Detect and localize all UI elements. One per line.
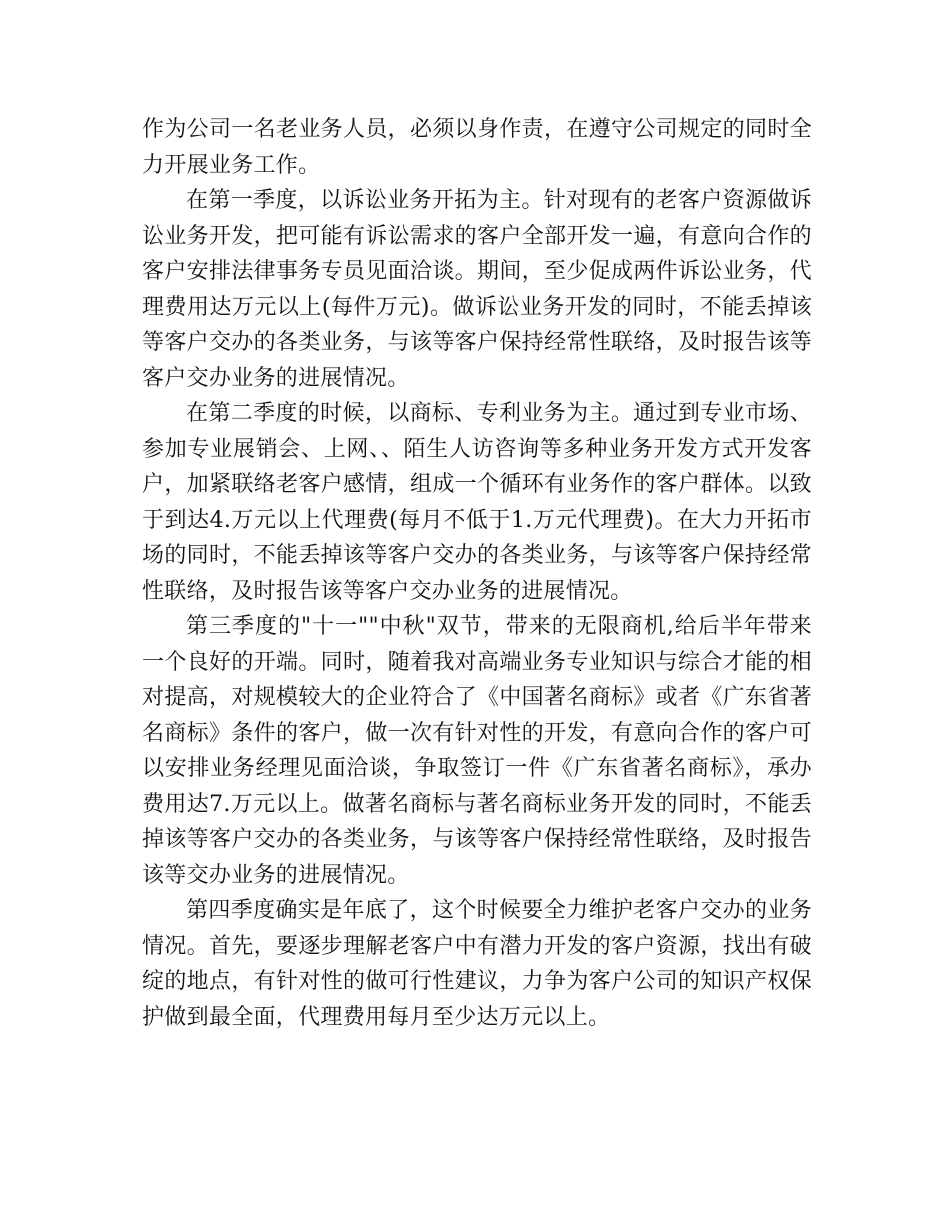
paragraph-q1: 在第一季度，以诉讼业务开拓为主。针对现有的老客户资源做诉讼业务开发，把可能有诉讼需求的客户全部开发一遍，有意向合作的客户安排法律事务专员见面洽谈。期间，至少促成两件诉讼业务，代理费用达万元以上(每件万元)。做诉讼业务开发的同时，不能丢掉该等客户交办的各类业务，与该等客户保持经常性联络，及时报告该等客户交办业务的进展情况。 (142, 188, 812, 391)
document-body (142, 112, 812, 1035)
paragraph-q2: 在第二季度的时候，以商标、专利业务为主。通过到专业市场、参加专业展销会、上网、、陌生人访咨询等多种业务开发方式开发客户，加紧联络老客户感情，组成一个循环有业务作的客户群体。以致于到达4.万元以上代理费(每月不低于1.万元代理费)。在大力开拓市场的同时，不能丢掉该等客户交办的各类业务，与该等客户保持经常性联络，及时报告该等客户交办业务的进展情况。 (142, 401, 812, 604)
paragraph-intro: 作为公司一名老业务人员，必须以身作责，在遵守公司规定的同时全力开展业务工作。 (142, 117, 812, 178)
paragraph-q3: 第三季度的"十一""中秋"双节，带来的无限商机,给后半年带来一个良好的开端。同时，随着我对高端业务专业知识与综合才能的相对提高，对规模较大的企业符合了《中国著名商标》或者《广东省著名商标》条件的客户，做一次有针对性的开发，有意向合作的客户可以安排业务经理见面洽谈，争取签订一件《广东省著名商标》，承办费用达7.万元以上。做著名商标与著名商标业务开发的同时，不能丢掉该等客户交办的各类业务，与该等客户保持经常性联络，及时报告该等交办业务的进展情况。 (142, 614, 812, 888)
paragraph-q4: 第四季度确实是年底了，这个时候要全力维护老客户交办的业务情况。首先，要逐步理解老客户中有潜力开发的客户资源，找出有破绽的地点，有针对性的做可行性建议，力争为客户公司的知识产权保护做到最全面，代理费用每月至少达万元以上。 (142, 898, 812, 1030)
